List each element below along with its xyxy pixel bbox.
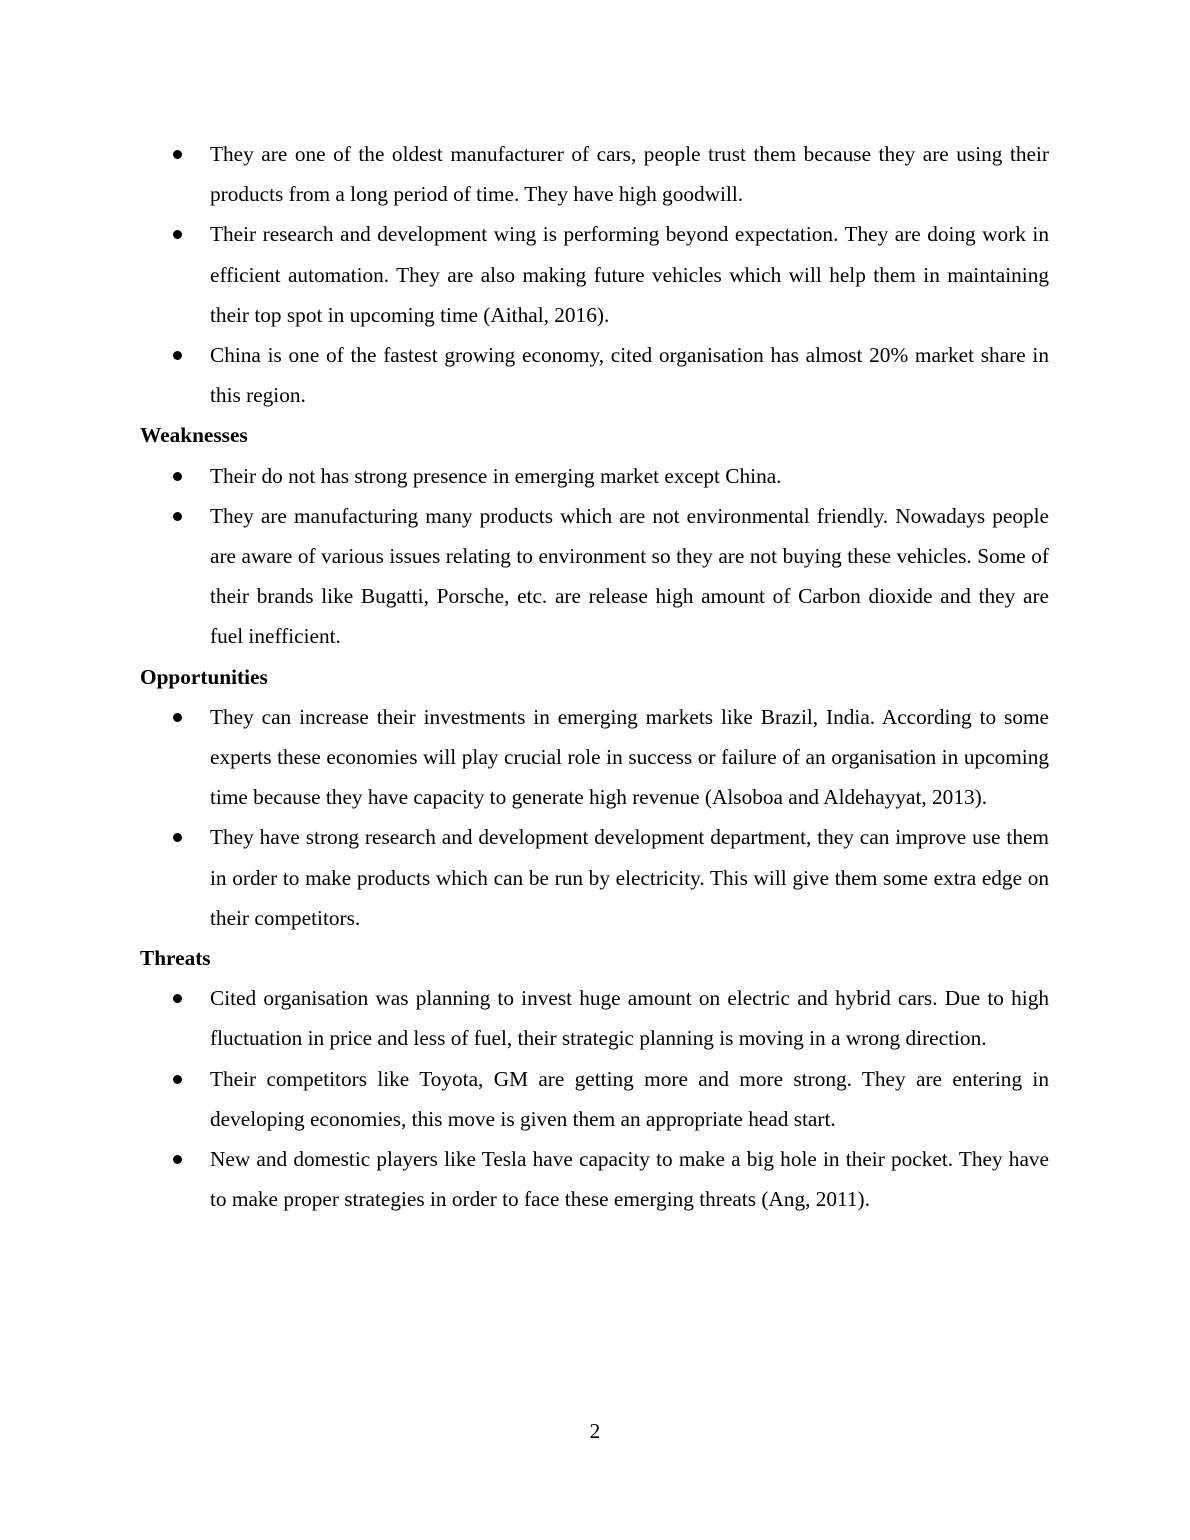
bullet-icon — [173, 230, 182, 239]
opportunities-heading: Opportunities — [140, 664, 268, 689]
list-item — [140, 978, 1049, 1058]
bullet-icon — [173, 1075, 182, 1084]
list-item-text: They are manufacturing many products which are not environmental friendly. Nowadays people are aware of various issues relating to environment so they are not buying these vehicles. Some of their brands like Bugatti, Porsche, etc. are release high amount of Carbon dioxide and they are fuel inefficient. — [210, 503, 1049, 649]
list-item-text: Their competitors like Toyota, GM are getting more and more strong. They are entering in developing economies, this move is given them an appropriate head start. — [210, 1066, 1049, 1131]
bullet-icon — [173, 1155, 182, 1164]
list-item-text: Cited organisation was planning to invest huge amount on electric and hybrid cars. Due to high fluctuation in price and less of fuel, their strategic planning is moving in a wrong direction. — [210, 986, 1049, 1051]
page-content — [140, 134, 1049, 1219]
list-item-text: Their do not has strong presence in emerging market except China. — [210, 463, 782, 488]
list-item-text: New and domestic players like Tesla have capacity to make a big hole in their pocket. They have to make proper strategies in order to face these emerging threats (Ang, 2011). — [210, 1147, 1049, 1212]
list-item-text: They have strong research and development development department, they can improve use them in order to make products which can be run by electricity. This will give them some extra edge on their competitors. — [210, 825, 1049, 930]
list-item — [140, 134, 1049, 214]
list-item — [140, 496, 1049, 657]
page-number: 2 — [589, 1419, 601, 1443]
list-item-text: Their research and development wing is performing beyond expectation. They are doing work in efficient automation. They are also making future vehicles which will help them in maintaining their top spot in upcoming time (Aithal, 2016). — [210, 222, 1049, 327]
threats-list — [140, 978, 1049, 1219]
bullet-icon — [173, 713, 182, 722]
list-item-text: They can increase their investments in emerging markets like Brazil, India. According to some experts these economies will play crucial role in success or failure of an organisation in upcoming time because they have capacity to generate high revenue (Alsoboa and Aldehayyat, 2013). — [210, 704, 1049, 810]
list-item — [140, 1059, 1049, 1139]
threats-heading: Threats — [140, 946, 211, 971]
strengths-list — [140, 134, 1049, 415]
bullet-icon — [173, 512, 182, 521]
bullet-icon — [173, 472, 182, 481]
list-item-text: China is one of the fastest growing economy, cited organisation has almost 20% market share in this region. — [210, 343, 1049, 408]
list-item — [140, 697, 1049, 818]
weaknesses-list — [140, 456, 1049, 657]
weaknesses-heading: Weaknesses — [140, 423, 248, 448]
bullet-icon — [173, 994, 182, 1003]
list-item — [140, 817, 1049, 938]
list-item — [140, 1139, 1049, 1219]
list-item — [140, 456, 1049, 496]
opportunities-list — [140, 697, 1049, 938]
bullet-icon — [173, 833, 182, 842]
list-item — [140, 335, 1049, 415]
bullet-icon — [173, 351, 182, 360]
list-item-text: They are one of the oldest manufacturer of cars, people trust them because they are using their products from a long period of time. They have high goodwill. — [210, 142, 1049, 207]
bullet-icon — [173, 150, 182, 159]
list-item — [140, 214, 1049, 335]
